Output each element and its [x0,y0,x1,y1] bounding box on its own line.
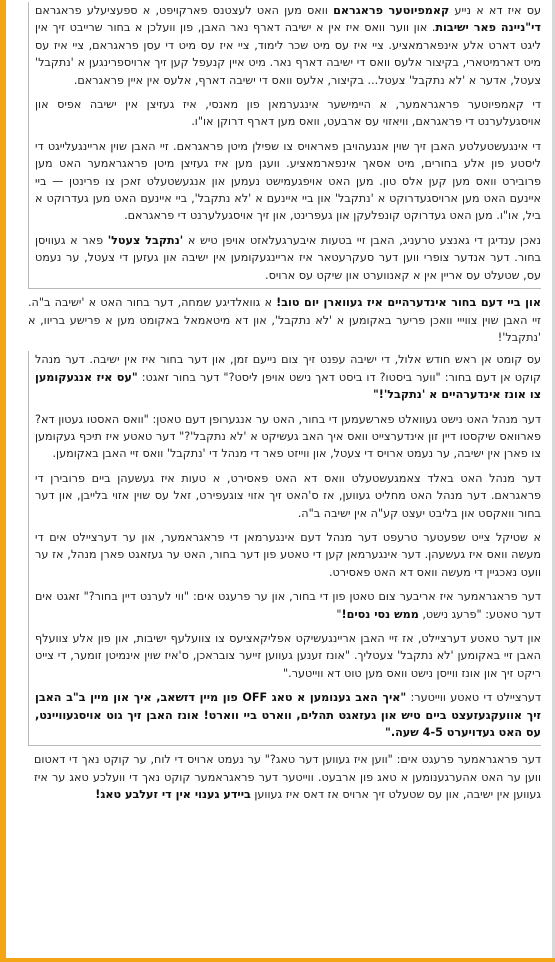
text-run: " [336,607,342,621]
text-run: דער פראגראמער איז אריבער צום טאטן פון די בחור, און ער פרעגט אים: "ווי לערנט דיין בחור?" זאגט אים דער טאטע: "פרעג נישט, [35,590,541,621]
text-run: א גוואלדיגע שמחה, דער בחור האט א 'ישיבה ב"ה. זיי האבן שוין צווייי וואכן פריער באקומען א 'לא נתקבל', און דא מיטאמאל באקומט מען א פרישע בריוו, א 'נתקבל'! [28,296,541,344]
paragraph [34,751,541,803]
article-body [28,2,541,956]
text-run: וואס מען האט לעצטנס פארקויפט, א ספעציעלע פראגראם [35,4,334,17]
text-run: א שטיקל צייט שפעטער טרעפט דער מנהל דעם אינגערמאן די פראגראמער, און ער דערציילט אים די מעשה וואס איז געשעהן. דער אינגערמאן קען די טאטע פון דער בחור, האט ער געזאגט פארן מנהל, אז ער וועט נאכגיין די מעשה וואס דא האט פאסירט. [35,530,541,579]
text-run: . און ווער וואס איז אין א ישיבה דארף נאר האבן, פון וועלכן א בחור שרייבט זיך אין ליגט דארט אלע אינפארמאציע. ציי איז עס מיט שכר לימוד, ציי איז עס מיט די עסן פראגראם, ציי איז עס מיט דארמיטארי, בקיצור אלעס וואס די ישיבה דארף נאר. מיט איין קנעפל קען זיך ארויספרינגען א 'נתקבל' צעטל, אדער א 'לא נתקבל' צעטל... בקיצור, אלעס וואס די ישיבה דארף, אלעס אין איין פראגראם. [35,21,541,87]
paragraph [28,294,541,346]
paragraph [35,351,541,403]
text-run: פאר א געוויסן בחור. דער אנדער צופרי ווען דער סעקרעטאר איז אריינגעקומען אין ישיבה און געזען די צעטל, ער נעמט עס, שטעלט עס אריין אין א קאנווערט און שיקט עס ארויס. [35,233,541,282]
text-run: עס איז דא א נייע [449,4,541,17]
bold-text: 'נתקבל צעטל' [107,233,184,247]
bold-text: די"ניינה פאר ישיבות [435,21,541,35]
paragraph [35,529,541,581]
bold-text: "איך האב גענומען א טאג OFF פון מיין דזשאב, איך און מיין ב"ב האבן זיך אוועקגעזעצט ביים טיש און געזאגט תהלים, ווארט ביי ווארט! אונז האבן זיך גוט אויסגעוויינט, עס האט געדויערט 4-5 שעה." [35,691,541,740]
article-block [28,2,541,289]
paragraph [35,411,541,463]
bold-text: ביידע גענוי אין די זעלבע טאג! [95,788,251,802]
paragraph [35,138,541,225]
text-run: דער פראגראמער פרעגט אים: "ווען איז געווען דער טאג?" ער נעמט ארויס די לוח, ער קוקט נאך די דאטום ווען ער האט אהערגענומען א טאג פון ארבעט. ווייטער דער פראגראמער קוקט נאך די וועלכע טאג ער איז געווען אין ישיבה, און עס שטעלט זיך ארויס אז דאס איז געווען [34,753,541,802]
text-run: עס קומט אן ראש חודש אלול, די ישיבה עפנט זיך צום נייעם זמן, און דער בחור איז אין ישיבה. דער מנהל קוקט אן דעם בחור: "ווער ביסטו? דו ביסט דאך נישט אויפן ליסט?" דער בחור זאגט: [35,353,541,384]
bold-text: "עס איז אנגעקומען צו אונז אינדערהיים א 'נתקבל'!" [35,370,541,402]
text-run: דער מנהל האט נישט געוואלט פארשעמען די בחור, האט ער אנגערופן דעם טאטן: "וואס האסטו געטון דא? פארוואס שיקסטו דיין זון אינדערצייט וואס איך האב געשיקט א 'לא נתקבל'?" דער טאטע איז תיכף געקומען צו פארן אין ישיבה, ער נעמט ארויס די צעטל, און ווייזט פאר די מנהל די 'נתקבל' וואס זיי האבן באקומען. [35,412,541,461]
text-run: און דער טאטע דערציילט, אז זיי האבן אריינגעשיקט אפליקאציעס צו צוועלעף ישיבות, און פון אלע צוועלף האבן זיי באקומען 'לא נתקבל' צעטליך. "אונז זענען געווען זייער צובראכן, ס'איז שוין אינמיטן זומער, די צייט ריקט זיך און אונז ווייסן נישט וואס מען טוט דא ווייטער." [35,632,541,680]
paragraph [35,630,541,682]
left-accent-bar [0,0,6,962]
paragraph [35,689,541,741]
paragraph [35,232,541,284]
bottom-accent-bar [0,958,555,962]
text-run: דער מנהל האט באלד צאמגעשטעלט וואס דא האט פאסירט, א טעות איז געשעהן ביים פרובירן די פראגראם. דער מנהל האט מחליט געווען, אז ס'האט זיך אזוי צוגעפירט, זאל עס שוין אזוי בלייבן, און דער בחור וואקסט און בליבט יעצט קע"ה אין ישיבה ב"ה. [35,471,541,520]
paragraph [35,96,541,131]
article-block [28,751,541,803]
paragraph [35,588,541,623]
article-block [28,294,541,346]
paragraph [35,2,541,89]
bold-text: ממש נסי נסים! [341,607,419,621]
article-block [28,351,541,746]
text-run: די אינגעשטעלטע האבן זיך שוין אנגעהויבן פאראויס צו שפילן מיטן פראגראם. זיי האבן שוין אריינגעלייגט די ליסטע פון אלע בחורים, מיט אסאך אינפארמאציע. וועגן מען איז געזיצן מיטן פראגראמער האט מען פרובירט וואס מען קען אלס טון. מען האט אויפגעמישט נעמען און אנגעשטעלט זאכן צו פרינטן — ביי איינעם האט מען ארויסגעדרוקט א 'נתקבל' און ביי איינעם א 'לא נתקבל', ביי איינעם האט מען געדרוקט א ביל, או"ו. מען האט געדרוקט קונפלעקן און געפרינט, און זיך אויסגעלערנט די פראגראם. [35,139,541,223]
bold-text: און ביי דעם בחור אינדערהיים איז געווארן יום טוב! [276,296,541,310]
paragraph [35,470,541,522]
text-run: דערציילט די טאטע ווייטער: [406,691,541,705]
bold-text: קאמפיוטער פראגראם [333,4,450,17]
text-run: נאכן ענדיגן די גאנצע טרעניג, האבן זיי בטעות איבערגעלאזט אויפן טיש א [183,233,541,247]
text-run: די קאמפיוטער פראגראמער, א היימישער אינגערמאן פון מאנסי, איז געזיצן אין ישיבה אפיס און אויסגעלערנט די פראגראם, וויאזוי עס ארבעט, וואס מען דארף דרוקן או"ו. [35,98,541,129]
